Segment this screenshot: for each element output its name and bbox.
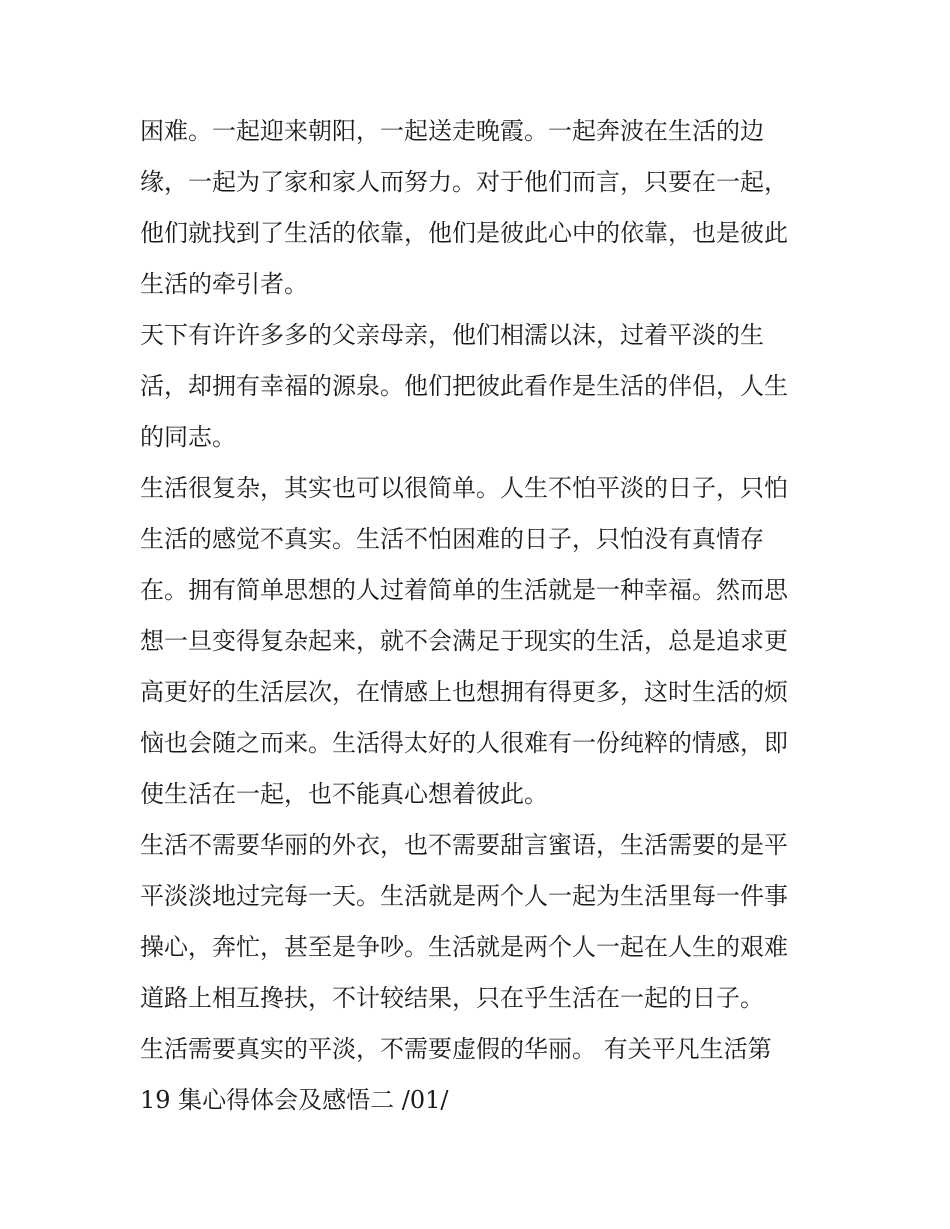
text-line: 天下有许许多多的父亲母亲，他们相濡以沫，过着平淡的生 <box>140 321 764 349</box>
text-line: 生活需要真实的平淡，不需要虚假的华丽。 有关平凡生活第 <box>140 1035 772 1063</box>
text-line: 生活的感觉不真实。生活不怕困难的日子，只怕没有真情存 <box>140 525 764 553</box>
text-line: 活，却拥有幸福的源泉。他们把彼此看作是生活的伴侣，人生 <box>140 372 788 400</box>
text-line: 想一旦变得复杂起来，就不会满足于现实的生活，总是追求更 <box>140 627 788 655</box>
text-line: 操心，奔忙，甚至是争吵。生活就是两个人一起在人生的艰难 <box>140 933 788 961</box>
text-line: 困难。一起迎来朝阳，一起送走晚霞。一起奔波在生活的边 <box>140 117 764 145</box>
text-line: 使生活在一起，也不能真心想着彼此。 <box>140 780 548 808</box>
text-line: 生活不需要华丽的外衣，也不需要甜言蜜语，生活需要的是平 <box>140 831 788 859</box>
text-line: 平淡淡地过完每一天。生活就是两个人一起为生活里每一件事 <box>140 882 788 910</box>
text-line: 恼也会随之而来。生活得太好的人很难有一份纯粹的情感，即 <box>140 729 788 757</box>
document-body <box>140 106 820 1126</box>
text-line: 缘，一起为了家和家人而努力。对于他们而言，只要在一起， <box>140 168 788 196</box>
text-line: 生活很复杂，其实也可以很简单。人生不怕平淡的日子，只怕 <box>140 474 788 502</box>
text-line: 生活的牵引者。 <box>140 270 308 298</box>
text-line: 的同志。 <box>140 423 236 451</box>
text-line: 在。拥有简单思想的人过着简单的生活就是一种幸福。然而思 <box>140 576 788 604</box>
text-line: 道路上相互搀扶，不计较结果，只在乎生活在一起的日子。 <box>140 984 764 1012</box>
text-line: 高更好的生活层次，在情感上也想拥有得更多，这时生活的烦 <box>140 678 788 706</box>
text-line: 19 集心得体会及感悟二 /01/ <box>140 1086 449 1114</box>
text-line: 他们就找到了生活的依靠，他们是彼此心中的依靠，也是彼此 <box>140 219 788 247</box>
